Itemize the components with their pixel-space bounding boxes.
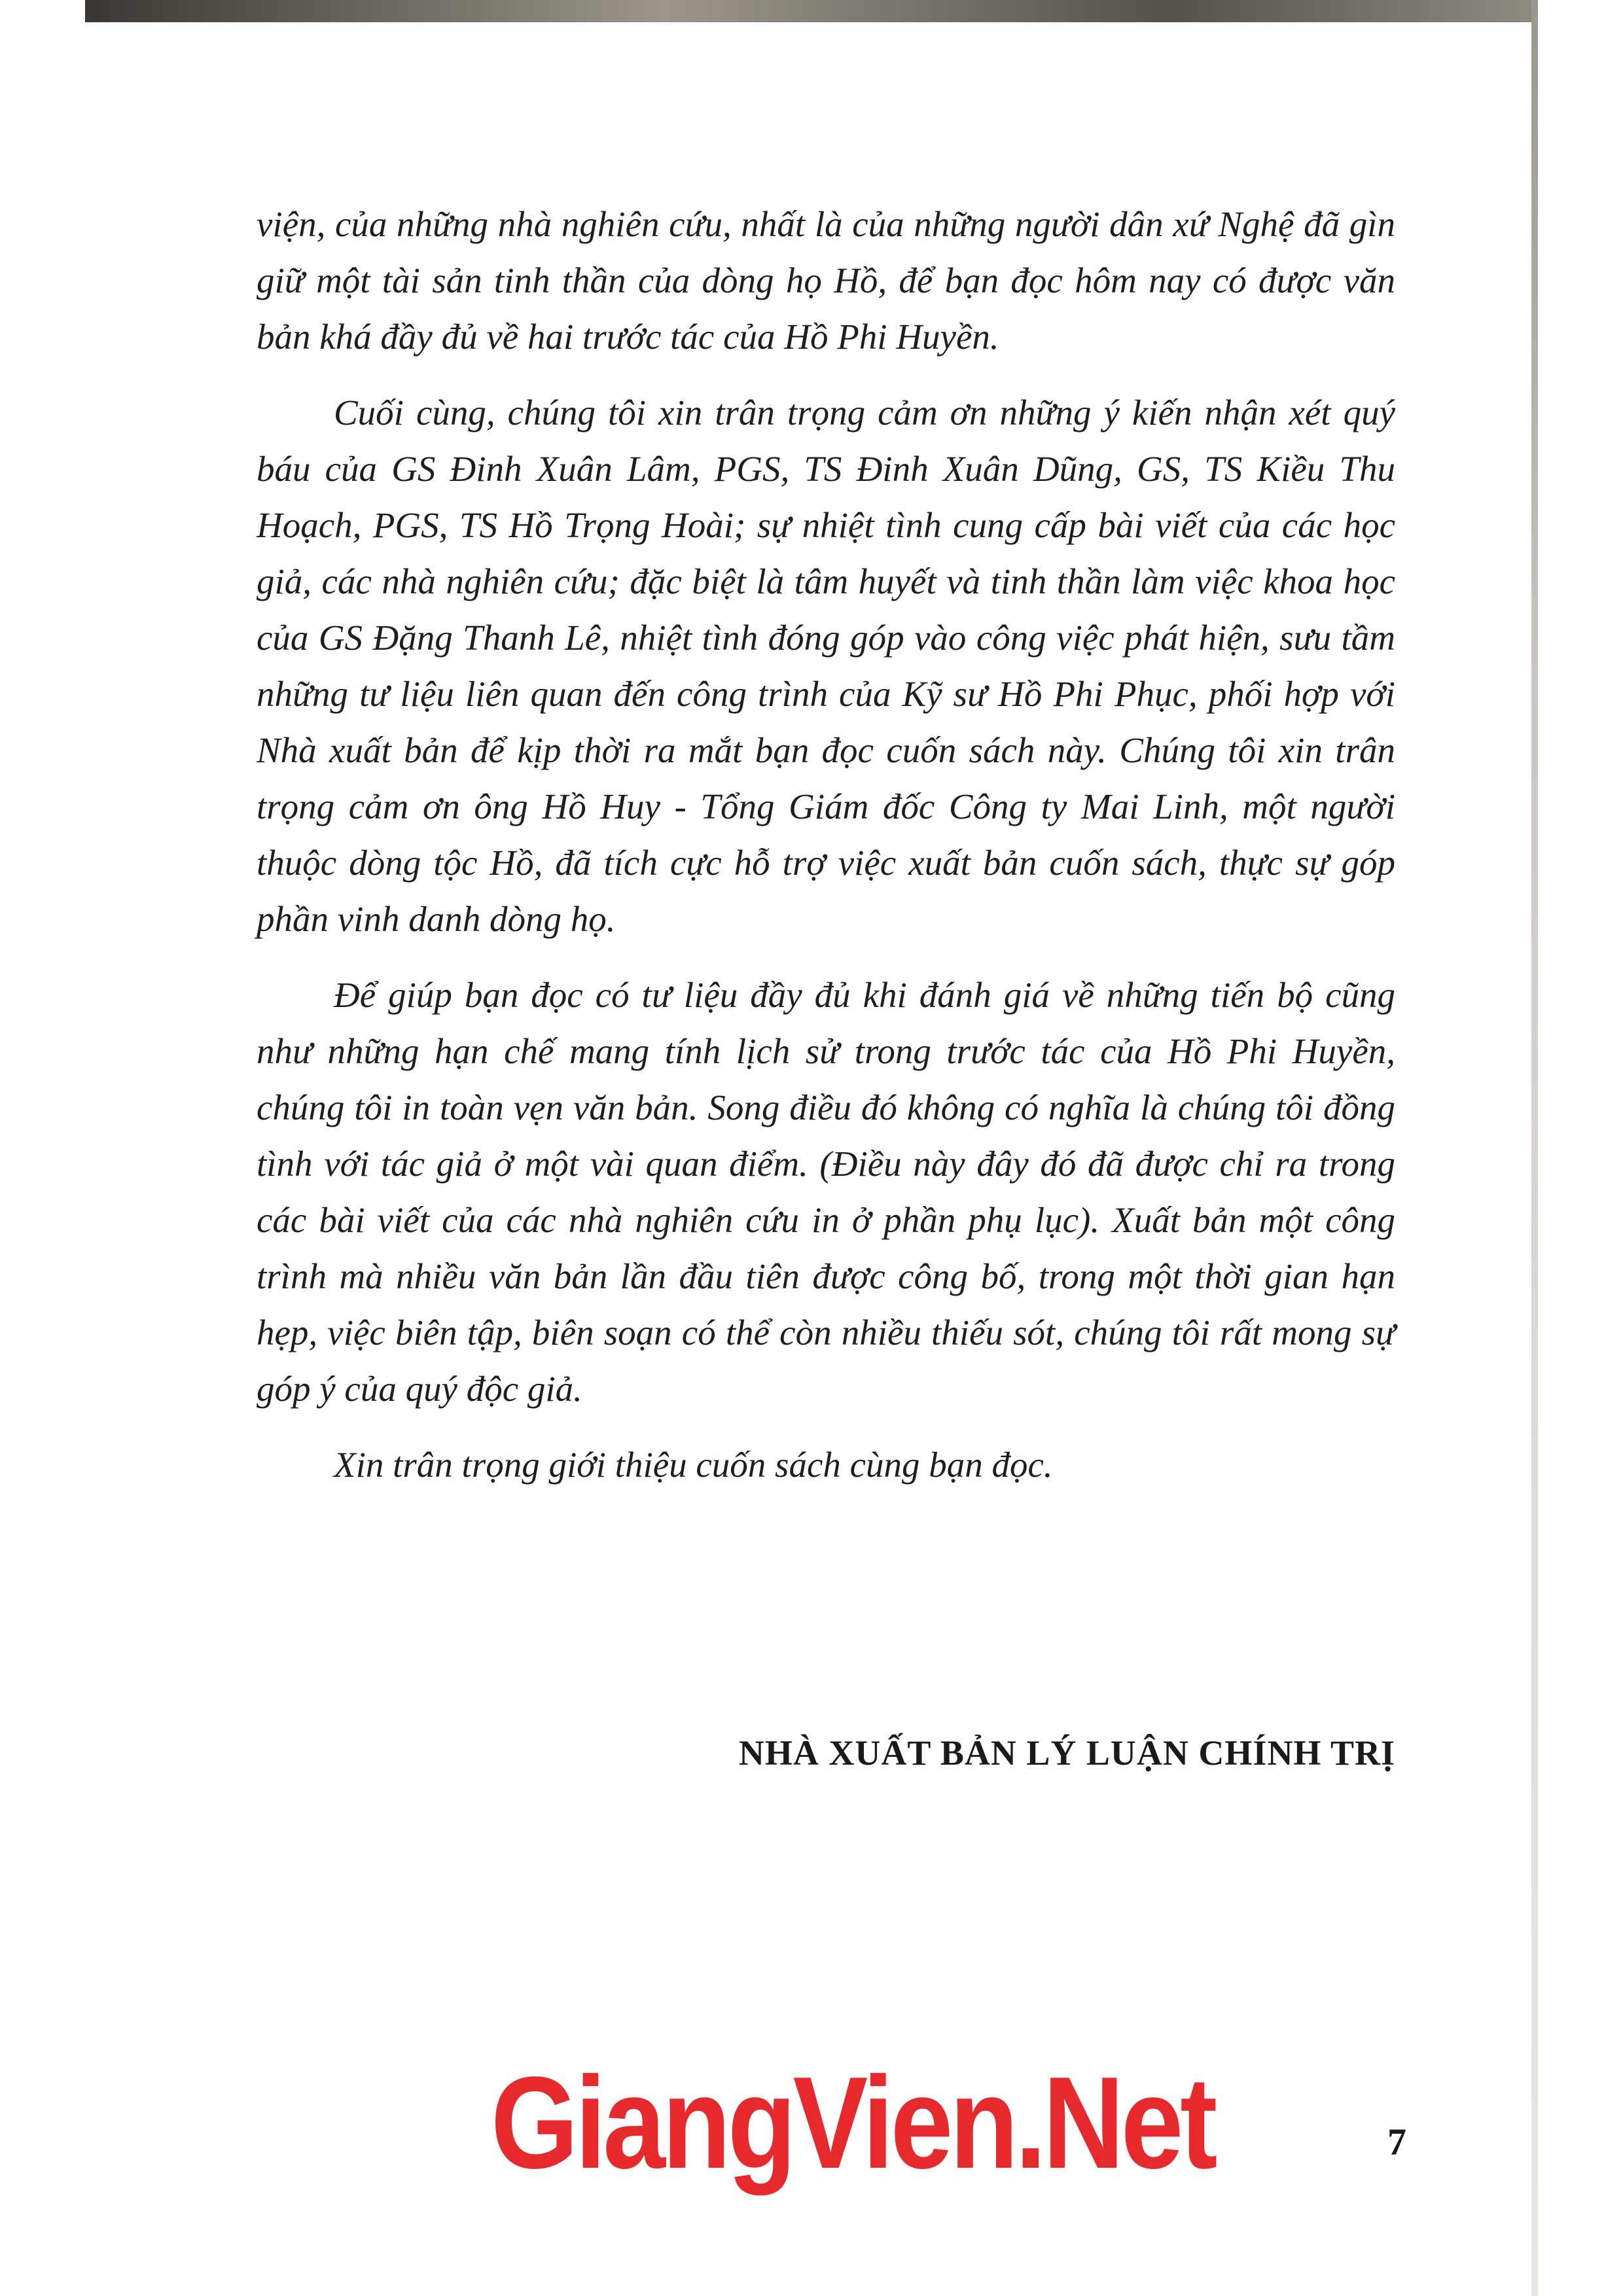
paragraph-1: viện, của những nhà nghiên cứu, nhất là của những người dân xứ Nghệ đã gìn giữ một tài sản tinh thần của dòng họ Hồ, để bạn đọc hôm nay có được văn bản khá đầy đủ về hai trước tác của Hồ Phi Huyền. <box>257 204 1395 357</box>
book-top-edge <box>85 0 1531 22</box>
body-text <box>257 196 1395 1513</box>
paragraph-2: Cuối cùng, chúng tôi xin trân trọng cảm ơn những ý kiến nhận xét quý báu của GS Đinh Xuân Lâm, PGS, TS Đinh Xuân Dũng, GS, TS Kiều Thu Hoạch, PGS, TS Hồ Trọng Hoài; sự nhiệt tình cung cấp bài viết của các học giả, các nhà nghiên cứu; đặc biệt là tâm huyết và tinh thần làm việc khoa học của GS Đặng Thanh Lê, nhiệt tình đóng góp vào công việc phát hiện, sưu tầm những tư liệu liên quan đến công trình của Kỹ sư Hồ Phi Phục, phối hợp với Nhà xuất bản để kịp thời ra mắt bạn đọc cuốn sách này. Chúng tôi xin trân trọng cảm ơn ông Hồ Huy - Tổng Giám đốc Công ty Mai Linh, một người thuộc dòng tộc Hồ, đã tích cực hỗ trợ việc xuất bản cuốn sách, thực sự góp phần vinh danh dòng họ. <box>257 393 1395 939</box>
paragraph-4: Xin trân trọng giới thiệu cuốn sách cùng bạn đọc. <box>334 1445 1053 1485</box>
book-right-edge <box>1531 0 1538 2296</box>
publisher-signature: NHÀ XUẤT BẢN LÝ LUẬN CHÍNH TRỊ <box>738 1733 1395 1773</box>
paragraph-3: Để giúp bạn đọc có tư liệu đầy đủ khi đánh giá về những tiến bộ cũng như những hạn chế mang tính lịch sử trong trước tác của Hồ Phi Huyền, chúng tôi in toàn vẹn văn bản. Song điều đó không có nghĩa là chúng tôi đồng tình với tác giả ở một vài quan điểm. (Điều này đây đó đã được chỉ ra trong các bài viết của các nhà nghiên cứu in ở phần phụ lục). Xuất bản một công trình mà nhiều văn bản lần đầu tiên được công bố, trong một thời gian hạn hẹp, việc biên tập, biên soạn có thể còn nhiều thiếu sót, chúng tôi rất mong sự góp ý của quý độc giả. <box>257 975 1395 1409</box>
watermark-logo: GiangVien.Net <box>491 2050 1215 2196</box>
page-number: 7 <box>1387 2121 1406 2163</box>
